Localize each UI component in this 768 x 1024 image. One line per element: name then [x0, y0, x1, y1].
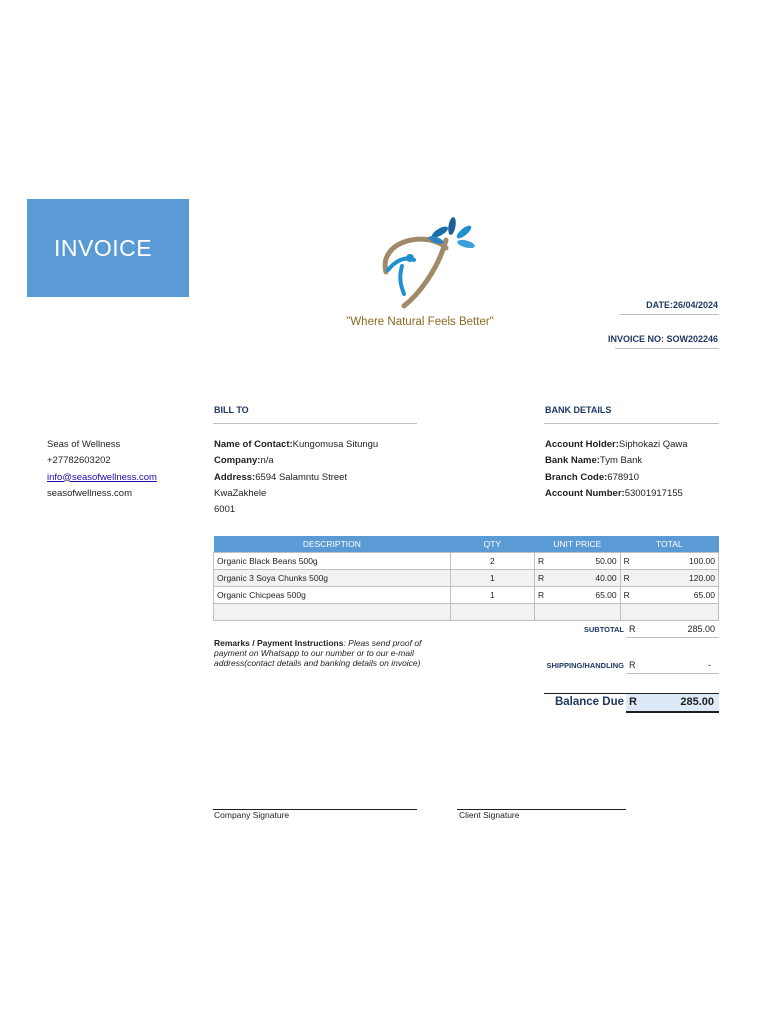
account-number-label: Account Number:	[545, 487, 625, 499]
account-number-value: 53001917155	[624, 487, 683, 499]
header-qty: QTY	[450, 536, 534, 553]
contact-value: Kungomusa Situngu	[292, 439, 379, 450]
empty-cell	[214, 604, 451, 621]
address-value: 6594 Salamntu Street	[255, 471, 348, 483]
table-row	[214, 587, 719, 604]
balance-due-cell	[626, 693, 719, 713]
item-unit-price: 65.00	[555, 587, 620, 604]
date-rule	[620, 314, 719, 315]
item-unit-price: 50.00	[555, 553, 620, 570]
address-label: Address:	[214, 471, 256, 483]
address-city: KwaZakhele	[214, 487, 267, 499]
payment-remarks	[214, 638, 454, 668]
table-row-empty	[214, 604, 719, 621]
item-description: Organic Chicpeas 500g	[214, 587, 451, 604]
currency-symbol: R	[620, 570, 640, 587]
item-unit-price: 40.00	[555, 570, 620, 587]
invoice-number: INVOICE NO: SOW202246	[607, 334, 718, 344]
sender-phone: +27782603202	[47, 455, 111, 467]
item-qty: 2	[450, 553, 534, 570]
branch-value: 678910	[607, 471, 639, 483]
holder-value: Siphokazi Qawa	[618, 439, 688, 450]
branch-label: Branch Code:	[545, 471, 608, 483]
contact-label: Name of Contact:	[214, 439, 293, 450]
line-items-table	[213, 536, 719, 621]
table-row	[214, 553, 719, 570]
remarks-label: Remarks / Payment Instructions	[214, 638, 344, 648]
bank-name-label: Bank Name:	[545, 455, 600, 467]
item-qty: 1	[450, 570, 534, 587]
bank-name-value: Tym Bank	[599, 455, 643, 467]
empty-cell	[620, 604, 640, 621]
balance-due-value: 285.00	[680, 696, 714, 708]
item-total: 120.00	[640, 570, 718, 587]
currency-symbol: R	[534, 553, 554, 570]
sender-name: Seas of Wellness	[47, 439, 121, 450]
subtotal-label: SUBTOTAL	[583, 625, 624, 634]
bill-to-heading: BILL TO	[214, 405, 249, 415]
sender-info	[47, 437, 157, 502]
remarks-text: : Pleas send proof of payment on Whatsapp to our number or to our e-mail address(contact details and banking details on invoice)	[214, 638, 422, 668]
item-total: 100.00	[640, 553, 718, 570]
sender-website: seasofwellness.com	[47, 487, 133, 499]
balance-currency: R	[629, 696, 637, 708]
table-row	[214, 570, 719, 587]
holder-label: Account Holder:	[545, 439, 619, 450]
currency-symbol: R	[534, 570, 554, 587]
item-total: 65.00	[640, 587, 718, 604]
bill-to-info	[214, 437, 378, 518]
subtotal-currency: R	[629, 624, 636, 634]
item-qty: 1	[450, 587, 534, 604]
empty-cell	[450, 604, 534, 621]
bank-details-heading: BANK DETAILS	[545, 405, 612, 415]
wellness-logo-icon	[368, 210, 478, 310]
brand-tagline: "Where Natural Feels Better"	[346, 316, 494, 328]
currency-symbol: R	[620, 553, 640, 570]
shipping-currency: R	[629, 660, 636, 670]
invoice-banner	[27, 199, 189, 297]
client-signature-label: Client Signature	[459, 810, 520, 820]
empty-cell	[640, 604, 718, 621]
subtotal-value: 285.00	[687, 624, 715, 634]
item-description: Organic 3 Soya Chunks 500g	[214, 570, 451, 587]
header-description: DESCRIPTION	[214, 536, 451, 553]
empty-cell	[555, 604, 620, 621]
company-value: n/a	[260, 455, 274, 467]
balance-due-label: Balance Due	[554, 696, 624, 708]
company-signature-label: Company Signature	[214, 810, 290, 820]
subtotal-rule	[626, 637, 719, 638]
item-description: Organic Black Beans 500g	[214, 553, 451, 570]
address-postal: 6001	[214, 504, 236, 516]
currency-symbol: R	[534, 587, 554, 604]
bank-info	[545, 437, 688, 502]
currency-symbol: R	[620, 587, 640, 604]
bill-to-rule	[213, 423, 417, 424]
header-unit-price: UNIT PRICE	[534, 536, 620, 553]
bank-details-rule	[544, 423, 719, 424]
shipping-label: SHIPPING/HANDLING	[546, 661, 624, 670]
invoice-date: DATE:26/04/2024	[646, 300, 718, 310]
company-label: Company:	[214, 455, 261, 467]
sender-email-link[interactable]: info@seasofwellness.com	[47, 471, 157, 483]
invoice-number-rule	[615, 348, 719, 349]
shipping-value: -	[708, 660, 711, 670]
table-header-row	[214, 536, 719, 553]
empty-cell	[534, 604, 554, 621]
shipping-rule	[626, 673, 719, 674]
invoice-title: INVOICE	[54, 234, 153, 261]
balance-top-rule	[544, 693, 626, 694]
header-total: TOTAL	[620, 536, 718, 553]
